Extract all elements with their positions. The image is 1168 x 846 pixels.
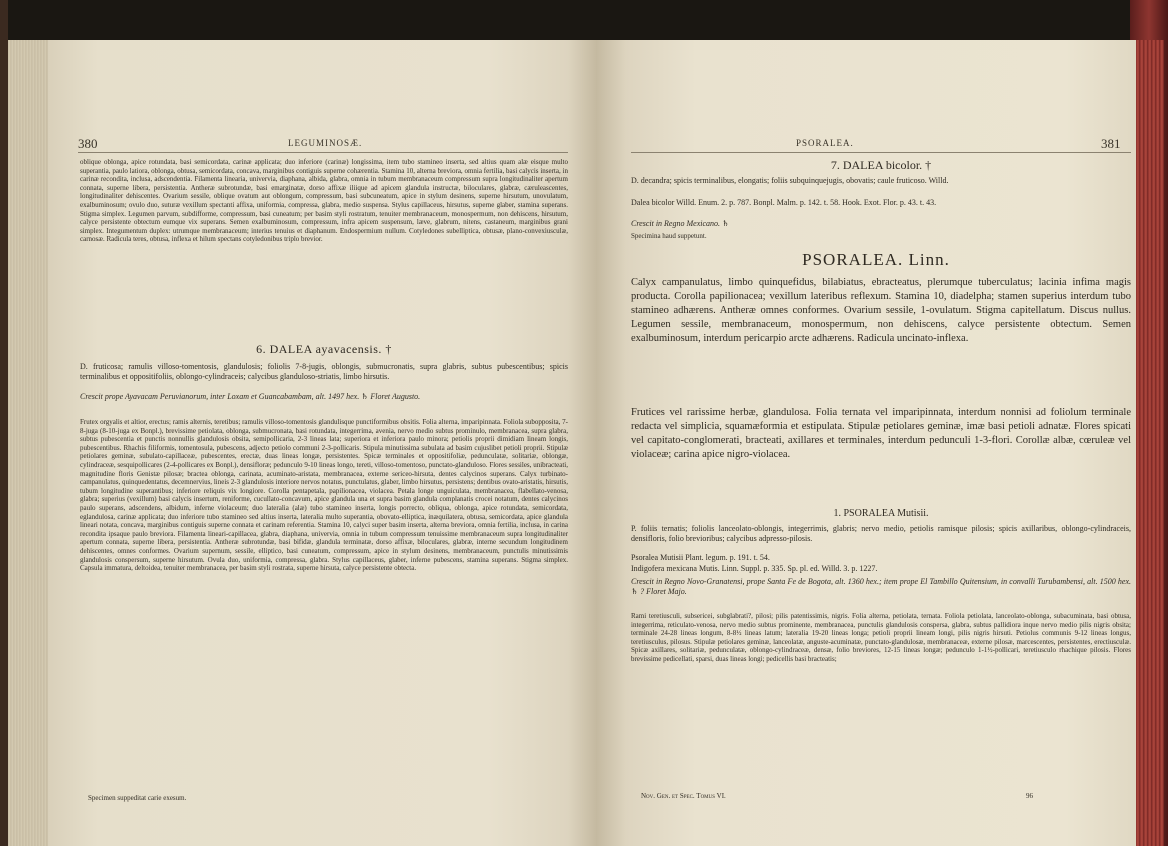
page-edges-right [1136,40,1164,846]
left-page-number: 380 [78,136,98,151]
left-header-rule [78,152,568,153]
left-page [8,40,596,846]
open-book [8,40,1164,846]
right-page [596,40,1156,846]
species-1-diagnosis: P. foliis ternatis; foliolis lanceolato-oblongis, integerrimis, glabris; nervo medio, petiolis ramisque pilosis; spicis axillaribus, oblongo-cylindraceis, densifloris, folio brevioribus; calycibus adpresso-pilosis. [631,524,1131,543]
species-7-diagnosis: D. decandra; spicis terminalibus, elongatis; foliis subquinquejugis, obovatis; caule fruticoso. Willd. [631,176,949,185]
species-7-habitat: Crescit in Regno Mexicano. ♄ [631,219,730,228]
genus-description-text: oblique oblonga, apice rotundata, basi semicordata, carinæ applicata; duo inferiore (carinæ) longissima, item tubo stamineo inserta, sed altius quam alæ eisque multo superantia, paulo latiora, oblonga, obtusa, semicordata, concava, marginibus contiguis superne cohærentia. Stamina 10, alterna breviora, omnia fertilia, basi calycis inserta, in carinæ recondita, inclusa, adscendentia. Filamenta linearia, univervia, diaphana, albida, glabra, omnia in tubum membranaceum compressum supra longitudinaliter apertum connata, superne libera, persistentia. Antheræ subrotundæ, basi emarginatæ, dorso affixæ iliique ad apicem glandula instructæ, biloculares, glabræ, cæruleascentes, longitudinaliter dehiscentes. Ovarium sessile, oblique ovatum aut oblongum, compressum, basi subcuneatum, apice in stylum desinens, superne hirsutum, unovulatum, exalbuminosum; ovulo duo, suturæ vexillum spectanti affixa, uniformia, compressa, glabra, medio suspensa. Stylus capillaceus, hirsutus, superne glaber, stamina superans. Stigma simplex. Legumen parvum, subdifforme, compressum, basi cuneatum; per basim styli rostratum, tenuiter membranaceum, monospermum, non dehiscens, hirsutum, calyce persistente obtectum eumque vix superans. Semen exalbuminosum, compressum, infra apicem suspensum, læve, glabrum, nitens, castaneum, marginibus grani simplex. Integumentum duplex: utrumque membranaceum; interius tenuius et diaphanum. Endospermium nullum. Cotyledones subelliptica, obtusæ, plano-convexiusculæ, carnosæ. Radicula teres, obtusa, inflexa et hilum spectans cotyledonibus triplo brevior. [80,158,568,244]
left-running-head: LEGUMINOSÆ. [288,138,363,148]
genus-title-psoralea: PSORALEA. Linn. [802,250,950,269]
species-1-title: 1. PSORALEA Mutisii. [833,508,929,519]
species-7-note: Specimina haud suppetunt. [631,232,707,240]
right-running-head: PSORALEA. [796,138,854,148]
species-6-description: Frutex orgyalis et altior, erectus; ramis alternis, teretibus; ramulis villoso-tomentosis glandulisque punctiformibus obsitis. Folia alterna, imparipinnata. Foliola subopposita, 7-8-juga (8-10-juga ex Bonpl.), brevissime petiolata, oblonga, submucronata, basi rotundata, integerrima, avenia, nervo medio subtus prominulo, membranacea, supra glabra, subtus pubescentia et punctis nonnullis glandulosis obsita, semipollicaria, 2-3 lineas lata; superiora et inferiora paulo minora; petiolis proprii dimidiam lineam longis, pubescentibus. Rhachis filiformis, tomentosula, pubescens, adjecto petiolo communi 2-3-pollicaris. Stipula minutissima subulata ad basim cujuslibet petioli proprii. Stipulæ petiolares geminæ, subulato-capillaceæ, pubescentes, erectæ, duas lineas longæ, persistentes. Spicæ terminales et oppositifoliæ, pedunculatæ, solitariæ, oblongæ, cylindraceæ, sesquipollicares (2-4-pollicares ex Bonpl.), densifloræ; pedunculo 9-10 lineas longo, tereti, villoso-tomentoso, punctato-glanduloso. Flores sessiles, unibracteati, magnitudine floris Genistæ pilosæ; bractea oblonga, carinata, acuminato-aristata, membranacea, externe sericeo-hirsuta, dentes calycinos superans. Calyx turbinato-campanulatus, quinquedentatus, decemnervius, lineis 2-3 glandulosis interiore nervos notatus, punctulatus, glaber, limbo hirsutus, persistens; dentibus ovato-aristatis, hirsutis, tubum longitudine superantibus; inferiore reliquis vix longiore. Corolla pentapetala, papilionacea, violacea. Petala longe unguiculata, membranacea, flabellato-venosa, glabra; superius (vexillum) basi calycis insertum, reniforme, cucullato-concavum, apice glandula una et supra basim glandula complanatis crocei notatum, dentes calycinos paulo superans, adscendens, albidum, inferne violaceum; duo lateralia (alæ) tubo stamineo inserta, longis porrecto, obliqua, oblonga, apice rotundata, semicordata, eglandulosa, carinæ applicata; duo inferiore tubo stamineo sed altius inserta, lateralia multo superantia, obovato-elliptica, inæquilatera, obtusa, semicordata, apice glandula lineari notata, concava, marginibus contiguis superne connata et carinam referentia. Stamina 10, calyci super basim inserta, alterna breviora, omnia fertilia, inclusa, in carina recondita ipsaque paulo breviora. Filamenta lineari-capillacea, glabra, diaphana, univervia, omnia in tubum compressum tenuissime membranaceum supra longitudinaliter apertum connata, superne libera, persistentia. Antheræ subrotundæ, basi bifidæ, glandula terminatæ, dorso affixæ, biloculares, glabræ, interne secundum longitudinem dehiscentes, omnes conformes. Ovarium supernum, sessile, elliptico, basi cuneatum, compressum, apice in stylum desinens, membranaceum, punctulis minutissimis glandulosis conspersum, superne hirsutum. Ovula duo, uniformia, compressa, glabra. Stylus capillaceus, glaber, inferne pubescens, stamina superans. Stigma simplex. Capsula immatura, deltoidea, tenuiter membranacea, per basim styli rostrata, superne hirsuta, calyce persistente obtecta. [80,418,568,573]
page-edges-left [8,40,48,846]
right-header-rule [631,152,1131,153]
species-6-habitat: Crescit prope Ayavacam Peruvianorum, inter Loxam et Guancabambam, alt. 1497 hex. ♄ Floret Augusto. [80,392,421,401]
species-7-references: Dalea bicolor Willd. Enum. 2. p. 787. Bonpl. Malm. p. 142. t. 58. Hook. Exot. Flor. p. 43. t. 43. [631,198,937,207]
species-7-title: 7. DALEA bicolor. † [830,158,932,172]
right-page-number: 381 [1101,136,1121,151]
left-page-closing-line: Specimen suppeditat carie exesum. [88,794,187,802]
signature-line: Nov. Gen. et Spec. Tomus VI. [641,792,726,800]
species-1-reference-2: Indigofera mexicana Mutis. Linn. Suppl. p. 335. Sp. pl. ed. Willd. 3. p. 1227. [631,564,878,573]
genus-habit: Frutices vel rarissime herbæ, glandulosa. Folia ternata vel imparipinnata, interdum nonnisi ad foliolum terminale redacta vel simplicia, squamæformia et estipulata. Stipulæ petiolares geminæ, imæ basi petioli adnatæ. Flores spicati vel capitato-conglomerati, bracteati, axillares et terminales, interdum pedunculi 1-3-flori. Corollæ albæ, cœruleæ vel violaceæ; carina apice nigro-violacea. [631,407,1131,460]
genus-character: Calyx campanulatus, limbo quinquefidus, bilabiatus, ebracteatus, plerumque tuberculatus; lacinia infima magis producta. Corolla papilionacea; vexillum lateribus reflexum. Stamina 10, diadelpha; stamen superius interdum tubo stamineo adhærens. Antheræ omnes conformes. Ovarium sessile, 1-ovulatum. Stigma capitellatum. Discus nullus. Legumen sessile, membranaceum, monospermum, non dehiscens, calyce persistente obtectum. Semen exalbuminosum, interdum pericarpio arcte adhærens. Radicula uncinato-inflexa. [631,277,1131,344]
species-1-description: Rami teretiusculi, subsericei, subglabrati?, pilosi; pilis patentissimis, nigris. Folia alterna, petiolata, ternata. Foliola petiolata, lanceolato-oblonga, subacuminata, basi obtusa, integerrima, reticulato-venosa, nervo medio subtus prominente, membranacea, punctulis glandulosis conspersa, glabra, subtus pallidiora inque nervo medio pilis nigris obsita; terminale 24-28 lineas longum, 8-8½ lineas latum; lateralia 19-20 lineas longa; petioli proprii lineam longi, pilis nigris hirsuti. Petiolus communis 9-12 lineas longus, teretiusculus, pilosus. Stipulæ petiolares geminæ, lanceolatæ, anguste-acuminatæ, punctato-glandulosæ, membranaceæ, externe pilosæ, marcescentes, persistentes, erectiusculæ. Spicæ axillares, solitariæ, pedunculatæ, oblongo-cylindraceæ, densæ, folio breviores, 12-15 lineas longæ; pedunculo 1-1½-pollicari, teretiusculo rhachique pilosis. Flores brevissime pedicellati, sparsi, duas lineas longi; pedicellis basi bracteatis; [631,612,1131,663]
book-cover-left [0,0,8,846]
species-1-habitat: Crescit in Regno Novo-Granatensi, prope Santa Fe de Bogota, alt. 1360 hex.; item prope El Tambillo Quitensium, in convalli Turubambensi, alt. 1500 hex. ♄ ? Floret Majo. [631,577,1131,596]
species-6-diagnosis: D. fruticosa; ramulis villoso-tomentosis, glandulosis; foliolis 7-8-jugis, oblongis, submucronatis, supra glabris, subtus pubescentibus; spicis terminalibus et oppositifoliis, oblongo-cylindraceis; calycibus glanduloso-striatis, limbo hirsutis. [80,362,568,381]
signature-number: 96 [1026,792,1033,800]
species-1-reference-1: Psoralea Mutisii Plant. legum. p. 191. t. 54. [631,553,770,562]
species-6-title: 6. DALEA ayavacensis. † [256,342,392,356]
